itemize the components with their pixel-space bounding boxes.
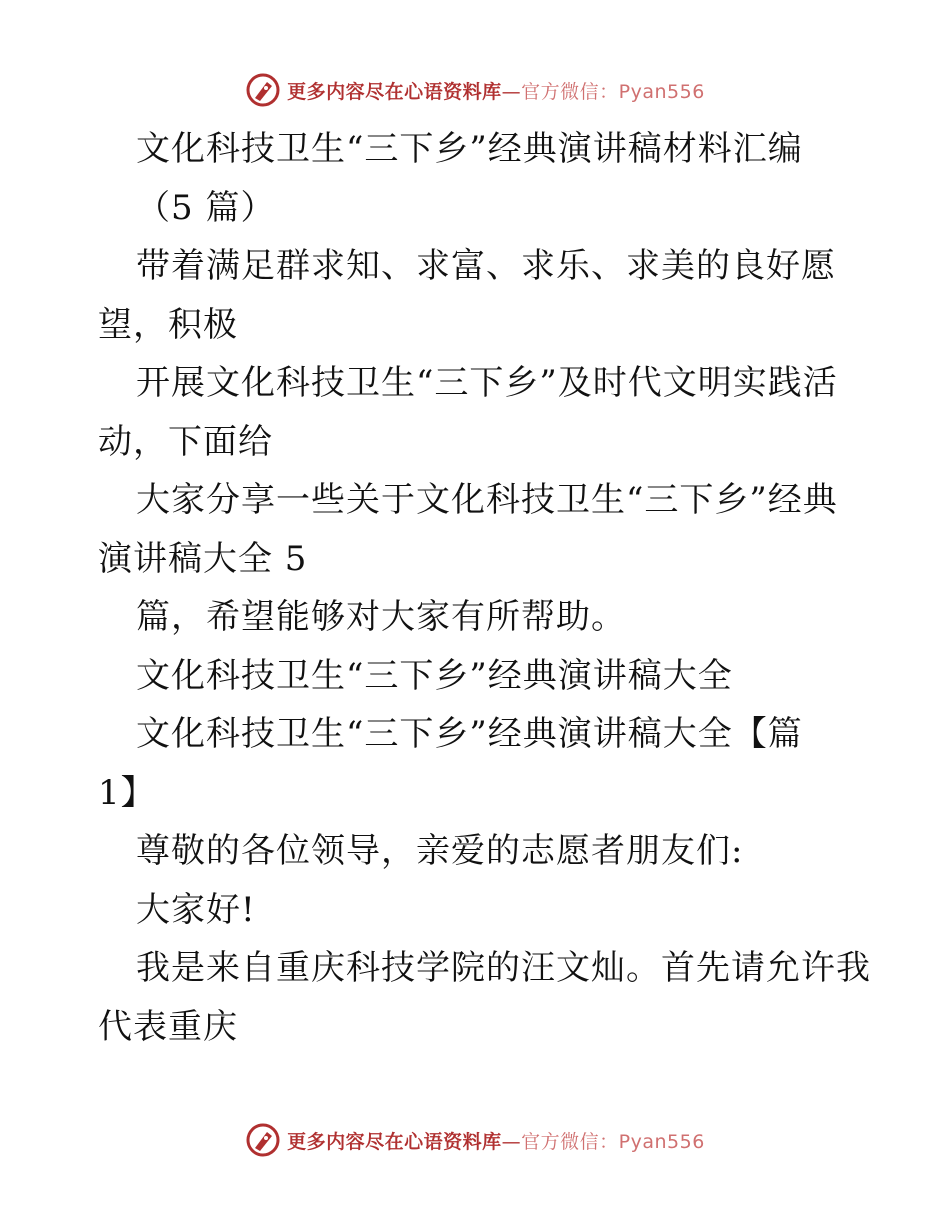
chapter-heading-cont: 1】 <box>98 772 156 813</box>
header-banner <box>0 70 950 110</box>
text-line: 代表重庆 <box>98 1006 238 1047</box>
wechat-id: 官方微信：Pyan556 <box>521 1130 705 1153</box>
text-line: 动，下面给 <box>98 421 273 462</box>
site-name: 更多内容尽在心语资料库 <box>287 1130 502 1153</box>
salutation: 尊敬的各位领导，亲爱的志愿者朋友们: <box>136 831 744 871</box>
document-title-count: （5 篇） <box>136 187 276 228</box>
document-body <box>98 120 871 1056</box>
banner-separator: — <box>501 80 522 103</box>
greeting: 大家好! <box>136 889 256 930</box>
text-line: 带着满足群求知、求富、求乐、求美的良好愿 <box>136 246 836 286</box>
wechat-id: 官方微信：Pyan556 <box>521 80 705 103</box>
text-line: 篇，希望能够对大家有所帮助。 <box>136 597 626 637</box>
pen-nib-icon <box>245 72 281 108</box>
section-heading: 文化科技卫生“三下乡”经典演讲稿大全 <box>136 655 733 696</box>
site-name: 更多内容尽在心语资料库 <box>287 80 502 103</box>
banner-separator: — <box>501 1130 522 1153</box>
footer-banner-text <box>287 1127 705 1154</box>
document-title: 文化科技卫生“三下乡”经典演讲稿材料汇编 <box>136 129 803 169</box>
text-line: 望，积极 <box>98 304 238 345</box>
footer-banner <box>0 1120 950 1160</box>
text-line: 大家分享一些关于文化科技卫生“三下乡”经典 <box>136 480 838 520</box>
text-line: 演讲稿大全 5 <box>98 538 308 579</box>
pen-nib-icon <box>245 1122 281 1158</box>
text-line: 开展文化科技卫生“三下乡”及时代文明实践活 <box>136 363 838 403</box>
text-line: 我是来自重庆科技学院的汪文灿。首先请允许我 <box>136 948 871 988</box>
header-banner-text <box>287 77 705 104</box>
chapter-heading: 文化科技卫生“三下乡”经典演讲稿大全【篇 <box>136 714 803 754</box>
